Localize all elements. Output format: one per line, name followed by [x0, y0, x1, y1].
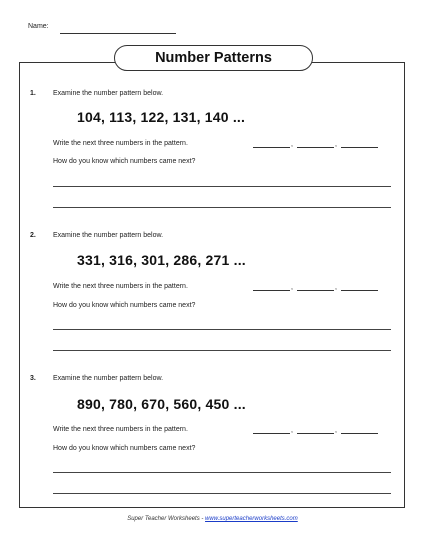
question-text: How do you know which numbers came next? [53, 302, 196, 309]
answer-blank-3[interactable] [341, 433, 378, 434]
answer-blank-3[interactable] [341, 290, 378, 291]
comma: , [335, 284, 337, 291]
answer-line[interactable] [53, 329, 391, 330]
page-title: Number Patterns [114, 45, 313, 71]
answer-blank-1[interactable] [253, 290, 290, 291]
answer-blank-1[interactable] [253, 147, 290, 148]
question-instruction: Write the next three numbers in the pattern. [53, 283, 188, 290]
question-text: How do you know which numbers came next? [53, 445, 196, 452]
answer-blank-1[interactable] [253, 433, 290, 434]
question-prompt: Examine the number pattern below. [53, 232, 164, 239]
footer [0, 516, 425, 522]
footer-separator: - [201, 516, 204, 522]
answer-line[interactable] [53, 350, 391, 351]
comma: , [335, 141, 337, 148]
answer-blank-2[interactable] [297, 433, 334, 434]
question-number: 1. [30, 90, 36, 97]
answer-line[interactable] [53, 207, 391, 208]
answer-line[interactable] [53, 472, 391, 473]
question-prompt: Examine the number pattern below. [53, 90, 164, 97]
comma: , [335, 427, 337, 434]
question-number: 2. [30, 232, 36, 239]
answer-line[interactable] [53, 186, 391, 187]
answer-line[interactable] [53, 493, 391, 494]
number-pattern: 331, 316, 301, 286, 271 ... [77, 252, 246, 268]
comma: , [291, 141, 293, 148]
question-instruction: Write the next three numbers in the pattern. [53, 426, 188, 433]
answer-blank-2[interactable] [297, 290, 334, 291]
question-instruction: Write the next three numbers in the pattern. [53, 140, 188, 147]
number-pattern: 890, 780, 670, 560, 450 ... [77, 396, 246, 412]
question-text: How do you know which numbers came next? [53, 158, 196, 165]
footer-brand: Super Teacher Worksheets [127, 516, 200, 522]
number-pattern: 104, 113, 122, 131, 140 ... [77, 109, 246, 125]
question-number: 3. [30, 375, 36, 382]
answer-blank-3[interactable] [341, 147, 378, 148]
question-prompt: Examine the number pattern below. [53, 375, 164, 382]
comma: , [291, 427, 293, 434]
footer-link[interactable]: www.superteacherworksheets.com [205, 516, 298, 522]
name-line[interactable] [60, 33, 176, 34]
name-label: Name: [28, 23, 49, 30]
comma: , [291, 284, 293, 291]
answer-blank-2[interactable] [297, 147, 334, 148]
